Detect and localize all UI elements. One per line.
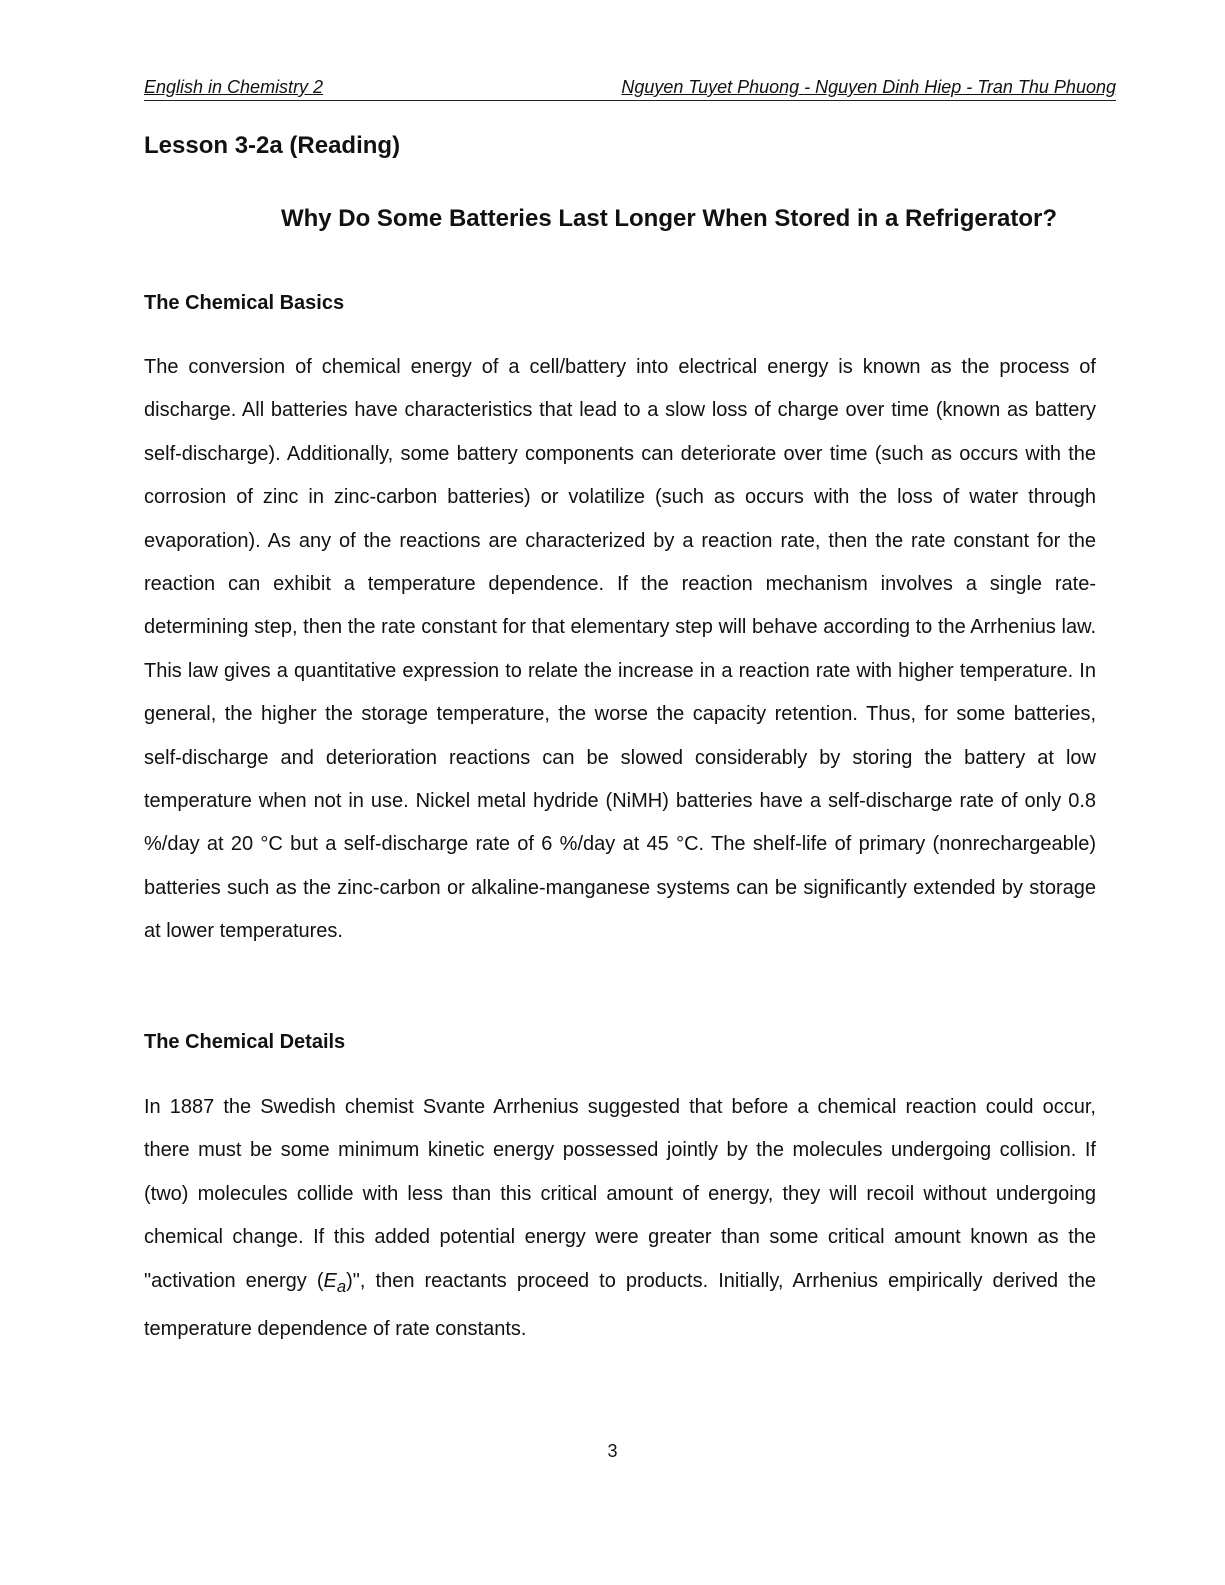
section-heading-basics: The Chemical Basics: [144, 292, 345, 314]
lesson-title: Lesson 3-2a (Reading): [144, 132, 401, 159]
paragraph-details: [144, 1086, 1096, 1351]
paragraph-details-part1: In 1887 the Swedish chemist Svante Arrhenius suggested that before a chemical reaction could occur, there must be some minimum kinetic energy possessed jointly by the molecules undergoing collision. If (two) molecules collide with less than this critical amount of energy, they will recoil without undergoing chemical change. If this added potential energy were greater than some critical amount known as the "activation energy (: [144, 1096, 1096, 1292]
paragraph-basics: The conversion of chemical energy of a cell/battery into electrical energy is known as the process of discharge. All batteries have characteristics that lead to a slow loss of charge over time (known as battery self-discharge). Additionally, some battery components can deteriorate over time (such as occurs with the corrosion of zinc in zinc-carbon batteries) or volatilize (such as occurs with the loss of water through evaporation). As any of the reactions are characterized by a reaction rate, then the rate constant for the reaction can exhibit a temperature dependence. If the reaction mechanism involves a single rate-determining step, then the rate constant for that elementary step will behave according to the Arrhenius law. This law gives a quantitative expression to relate the increase in a reaction rate with higher temperature. In general, the higher the storage temperature, the worse the capacity retention. Thus, for some batteries, self-discharge and deterioration reactions can be slowed considerably by storing the battery at low temperature when not in use. Nickel metal hydride (NiMH) batteries have a self-discharge rate of only 0.8 %/day at 20 °C but a self-discharge rate of 6 %/day at 45 °C. The shelf-life of primary (nonrechargeable) batteries such as the zinc-carbon or alkaline-manganese systems can be significantly extended by storage at lower temperatures.: [144, 356, 1096, 943]
page-number: 3: [607, 1441, 618, 1461]
header-course-title: English in Chemistry 2: [144, 77, 324, 97]
article-title: Why Do Some Batteries Last Longer When Stored in a Refrigerator?: [280, 205, 1058, 232]
section-heading-details: The Chemical Details: [144, 1031, 346, 1053]
activation-energy-symbol: $E_a$: [323, 1269, 347, 1296]
running-header: [144, 76, 1116, 101]
header-authors: Nguyen Tuyet Phuong - Nguyen Dinh Hiep - Tran Thu Phuong: [621, 77, 1116, 97]
paragraph-details-part2: )", then reactants proceed to products. Initially, Arrhenius empirically derived the temperature dependence of rate constants.: [144, 1269, 1096, 1341]
